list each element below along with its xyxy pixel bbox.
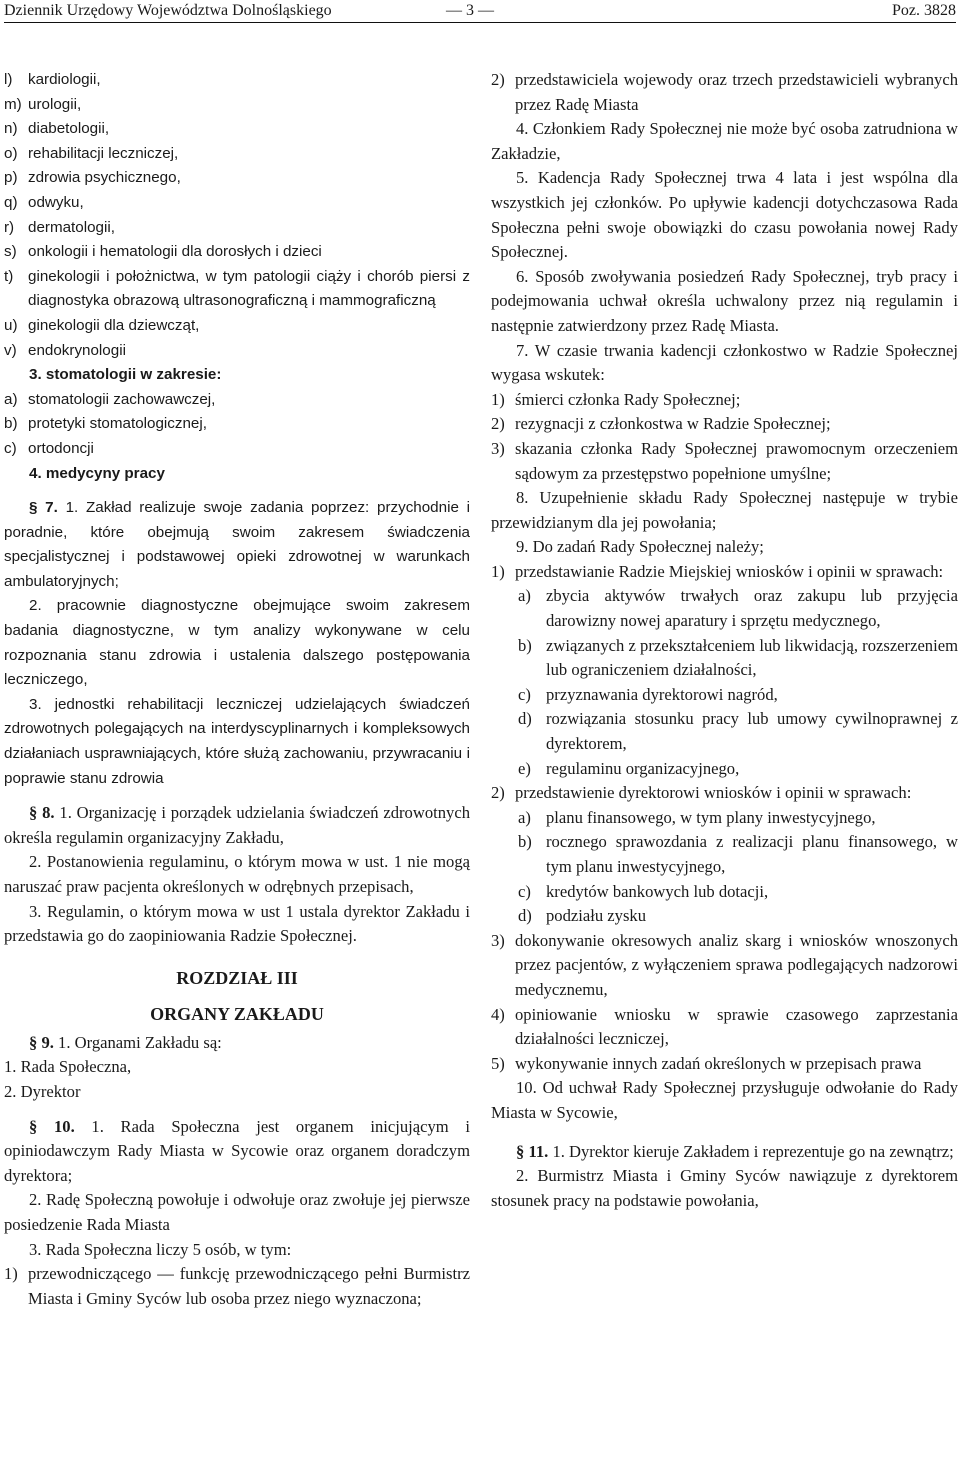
section-8-para-3: 3. Regulamin, o którym mowa w ust 1 ustala dyrektor Zakładu i przedstawia go do zaopiniowania Radzie Społecznej.: [4, 901, 470, 946]
list-item: 2) przedstawiciela wojewody oraz trzech przedstawicieli wybranych przez Radę Miasta: [491, 70, 958, 114]
list-item: 2) rezygnacji z członkostwa w Radzie Społecznej;: [491, 414, 831, 434]
list-item: v) endokrynologii: [4, 341, 126, 359]
specialty-list: [4, 68, 470, 363]
chapter-number: ROZDZIAŁ III: [176, 967, 298, 988]
list-item: 4) opiniowanie wniosku w sprawie czasowego zaprzestania działalności leczniczej,: [491, 1004, 958, 1049]
list-item: u) ginekologii dla dziewcząt,: [4, 316, 200, 334]
section-9-para-1: § 9. 1. Organami Zakładu są:: [29, 1032, 222, 1052]
list-item: c) ortodoncji: [4, 439, 94, 457]
list-item: 1) śmierci członka Rady Społecznej;: [491, 389, 741, 409]
section-number: § 10.: [29, 1116, 75, 1136]
subsection-heading: 4. medycyny pracy: [29, 464, 165, 482]
sub-list-item: a) zbycia aktywów trwałych oraz zakupu lub przyjęcia darowizny nowej aparatury i sprzętu medycznego,: [518, 586, 958, 631]
paragraph-6: 6. Sposób zwoływania posiedzeń Rady Społecznej, tryb pracy i podejmowania uchwał określa uchwalony przez nią regulamin i następnie zatwierdzony przez Radę Miasta.: [491, 266, 958, 335]
sub-list-item: d) rozwiązania stosunku pracy lub umowy cywilnoprawnej z dyrektorem,: [518, 709, 958, 754]
subsection-heading: 3. stomatologii w zakresie:: [29, 366, 222, 384]
sub-list-item: e) regulaminu organizacyjnego,: [518, 758, 740, 778]
left-column: [4, 68, 470, 1311]
list-item: l) kardiologii,: [4, 71, 101, 88]
paragraph-8: 8. Uzupełnienie składu Rady Społecznej następuje w trybie przewidzianym dla jej powołania;: [491, 488, 958, 532]
paragraph-4: 4. Członkiem Rady Społecznej nie może być osoba zatrudniona w Zakładzie,: [491, 119, 958, 163]
section-8-para-1: § 8. 1. Organizację i porządek udzielania świadczeń zdrowotnych określa regulamin organizacyjny Zakładu,: [4, 803, 470, 847]
list-item: r) dermatologii,: [4, 218, 115, 236]
section-8-para-2: 2. Postanowienia regulaminu, o którym mowa w ust. 1 nie mogą naruszać praw pacjenta określonych w odrębnych przepisach,: [4, 852, 470, 896]
list-item: s) onkologii i hematologii dla dorosłych i dzieci: [4, 243, 322, 261]
section-number: § 8.: [29, 803, 55, 823]
sub-list-item: a) planu finansowego, w tym plany inwestycyjnego,: [518, 807, 876, 827]
right-column: [491, 68, 958, 1213]
sub-list-item: c) kredytów bankowych lub dotacji,: [518, 881, 769, 901]
list-item: n) diabetologii,: [4, 120, 110, 138]
list-item: 2. Dyrektor: [4, 1081, 81, 1101]
paragraph-5: 5. Kadencja Rady Społecznej trwa 4 lata i jest wspólna dla wszystkich jej członków. Po upływie kadencji dotychczasowa Rada Społeczna pełni swoje obowiązki do czasu powołania nowej Rady Społecznej.: [491, 168, 958, 262]
paragraph-7: 7. W czasie trwania kadencji członkostwo w Radzie Społecznej wygasa wskutek:: [491, 340, 958, 385]
position-number: Poz. 3828: [892, 2, 956, 19]
list-item: 3) skazania członka Rady Społecznej prawomocnym orzeczeniem sądowym za przestępstwo popełnione umyślne;: [491, 438, 958, 483]
list-item: a) stomatologii zachowawczej,: [4, 390, 216, 408]
paragraph-9: 9. Do zadań Rady Społecznej należy;: [516, 537, 764, 557]
page-number: — 3 —: [446, 2, 494, 19]
sub-list-item: b) rocznego sprawozdania z realizacji planu finansowego, w tym planu inwestycyjnego,: [518, 832, 958, 876]
sub-list-item: d) podziału zysku: [518, 906, 647, 926]
paragraph-10: 10. Od uchwał Rady Społecznej przysługuje odwołanie do Rady Miasta w Sycowie,: [491, 1078, 958, 1122]
section-7-para-3: 3. jednostki rehabilitacji leczniczej udzielających świadczeń zdrowotnych polegających na interdyscyplinarnych i kompleksowych działaniach usprawniających, które służą zachowaniu, przywracaniu i poprawie stanu zdrowia: [4, 695, 470, 787]
section-7-para-2: 2. pracownie diagnostyczne obejmujące swoim zakresem badania diagnostyczne, w tym analizy wykonywane w celu rozpoznania stanu zdrowia i ustalenia dalszego postępowania leczniczego,: [4, 597, 470, 689]
section-10-para-2: 2. Radę Społeczną powołuje i odwołuje oraz zwołuje jej pierwsze posiedzenie Rada Miasta: [4, 1190, 470, 1234]
section-number: § 9.: [29, 1032, 54, 1052]
page-header: [4, 0, 956, 23]
list-item: 5) wykonywanie innych zadań określonych w przepisach prawa: [491, 1053, 922, 1073]
list-item: q) odwyku,: [4, 193, 84, 211]
section-11-para-1: § 11. 1. Dyrektor kieruje Zakładem i reprezentuje go na zewnątrz;: [516, 1141, 954, 1161]
section-11-para-2: 2. Burmistrz Miasta i Gminy Syców nawiązuje z dyrektorem stosunek pracy na podstawie powołania,: [491, 1166, 958, 1210]
chapter-title: ORGANY ZAKŁADU: [150, 1003, 324, 1024]
sub-list-item: b) związanych z przekształceniem lub likwidacją, rozszerzeniem lub ograniczeniem działalności,: [518, 635, 958, 680]
section-7-para-1: § 7. 1. Zakład realizuje swoje zadania poprzez: przychodnie i poradnie, które obejmują swoim zakresem świadczenia specjalistycznej i podstawowej opieki zdrowotnej w warunkach ambulatoryjnych;: [4, 499, 470, 590]
section-number: § 11.: [516, 1141, 549, 1161]
list-item: 1) przedstawianie Radzie Miejskiej wniosków i opinii w sprawach:: [491, 561, 944, 581]
list-item: t) ginekologii i położnictwa, w tym patologii ciąży i chorób piersi z diagnostyka obrazową ultrasonograficzną i mammograficzną: [4, 267, 470, 310]
list-item: 3) dokonywanie okresowych analiz skarg i wniosków wnoszonych przez pacjentów, z wyłączeniem sprawa podlegających nadzorowi medycznemu,: [491, 930, 958, 999]
sub-list-item: c) przyznawania dyrektorowi nagród,: [518, 684, 778, 704]
list-item: b) protetyki stomatologicznej,: [4, 415, 207, 433]
section-number: § 7.: [29, 499, 58, 517]
list-item: 2) przedstawienie dyrektorowi wniosków i opinii w sprawach:: [491, 783, 912, 803]
journal-title: Dziennik Urzędowy Województwa Dolnośląskiego: [4, 2, 332, 19]
list-item: 1. Rada Społeczna,: [4, 1057, 132, 1077]
section-10-para-1: § 10. 1. Rada Społeczna jest organem inicjującym i opiniodawczym Rady Miasta w Sycowie oraz organem doradczym dyrektora;: [4, 1116, 470, 1185]
list-item: p) zdrowia psychicznego,: [4, 169, 181, 187]
list-item: m) urologii,: [4, 95, 82, 113]
list-item: o) rehabilitacji leczniczej,: [4, 144, 179, 162]
list-item: 1) przewodniczącego — funkcję przewodniczącego pełni Burmistrz Miasta i Gminy Syców lub osoba przez niego wyznaczona;: [4, 1264, 470, 1308]
section-10-para-3: 3. Rada Społeczna liczy 5 osób, w tym:: [29, 1239, 292, 1259]
